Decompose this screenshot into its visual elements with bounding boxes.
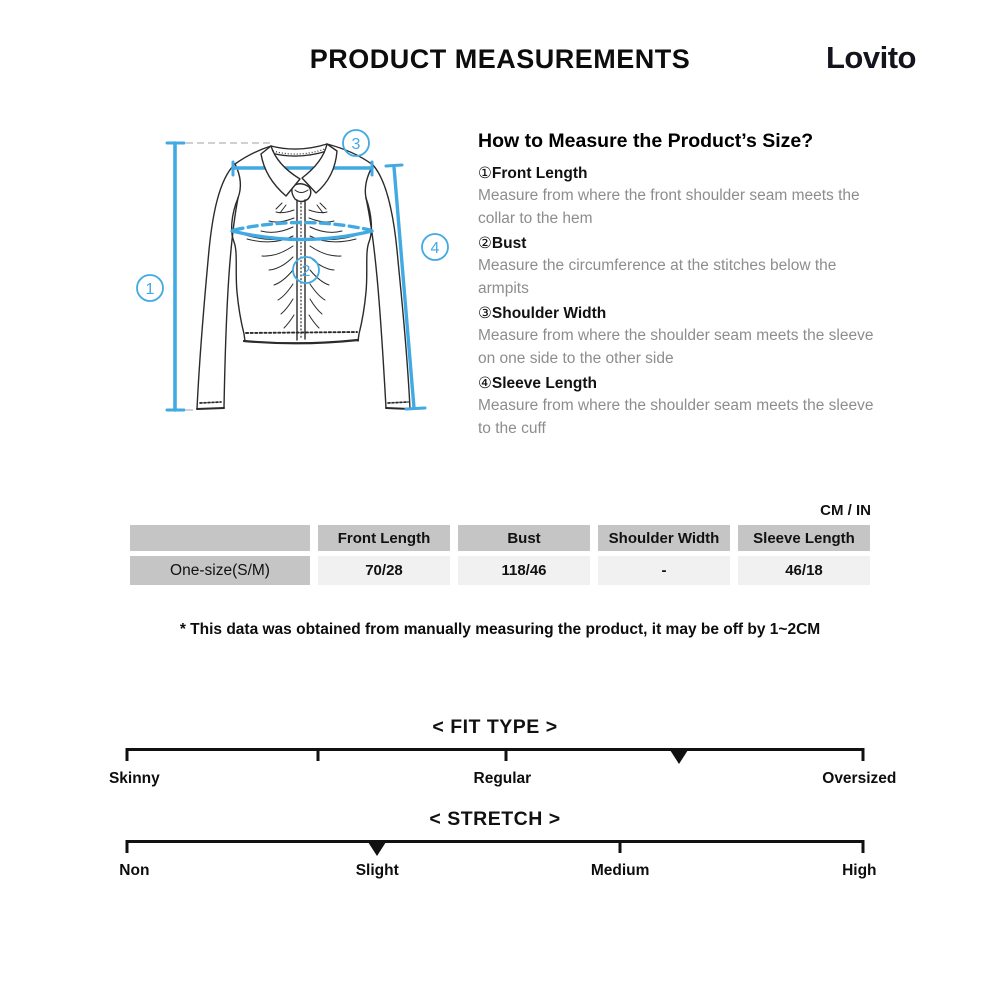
table-value-shoulder-width: -: [598, 556, 730, 585]
brand-logo: Lovito: [826, 40, 916, 75]
scale-label-high: High: [842, 862, 877, 879]
measure-item-desc: Measure from where the shoulder seam meets the sleeve to the cuff: [478, 397, 874, 437]
scale-marker-triangle: [368, 842, 386, 856]
item-label-shoulder-width: Shoulder Width: [491, 305, 607, 322]
item-label-sleeve-length: Sleeve Length: [491, 375, 597, 392]
scale-tick: [619, 840, 622, 853]
sleeve-length-line: [386, 165, 425, 409]
measurement-table: [130, 525, 870, 585]
item-number-2: ②: [478, 235, 492, 252]
bust-line: [232, 223, 372, 240]
marker-number-2: 2: [301, 263, 311, 280]
table-row-size-label: One-size(S/M): [130, 556, 310, 585]
scale-title: < FIT TYPE >: [432, 716, 558, 738]
scale-label-medium: Medium: [590, 862, 650, 879]
fit-type-scale: [108, 716, 897, 796]
table-header-sleeve-length: Sleeve Length: [738, 525, 870, 551]
scale-track: [108, 748, 897, 796]
measure-item-desc: Measure from where the front shoulder seam meets the collar to the hem: [478, 187, 860, 227]
scale-tick: [505, 748, 508, 761]
stretch-scale: [119, 808, 877, 888]
scale-label-regular: Regular: [473, 770, 532, 787]
table-value-bust: 118/46: [458, 556, 590, 585]
measure-item-label: [478, 162, 882, 185]
scale-tick: [862, 840, 865, 853]
front-length-line: [167, 143, 184, 410]
table-header-front-length: Front Length: [318, 525, 450, 551]
table-value-front-length: 70/28: [318, 556, 450, 585]
measure-item-desc: Measure from where the shoulder seam meets the sleeve on one side to the other side: [478, 327, 874, 367]
table-header-empty: [130, 525, 310, 551]
how-to-measure-section: [478, 130, 882, 440]
scale-label-non: Non: [119, 862, 150, 879]
marker-number-3: 3: [351, 136, 361, 153]
page-title: PRODUCT MEASUREMENTS: [309, 44, 691, 74]
item-label-front-length: Front Length: [491, 165, 588, 182]
scale-tick: [317, 748, 320, 761]
shoulder-width-line: [233, 162, 372, 175]
marker-numbers: [146, 136, 440, 298]
how-to-heading: How to Measure the Product’s Size?: [478, 130, 814, 152]
marker-number-4: 4: [430, 240, 440, 257]
measure-item-label: [478, 372, 882, 395]
item-label-bust: Bust: [491, 235, 527, 252]
table-header-bust: Bust: [458, 525, 590, 551]
scale-title: < STRETCH >: [429, 808, 561, 830]
item-number-4: ④: [478, 375, 492, 392]
item-number-3: ③: [478, 305, 492, 322]
marker-number-1: 1: [145, 281, 155, 298]
scale-tick: [862, 748, 865, 761]
scale-line: [127, 748, 863, 751]
table-value-sleeve-length: 46/18: [738, 556, 870, 585]
measure-item-label: [478, 232, 882, 255]
unit-label: CM / IN: [820, 502, 871, 519]
scale-label-slight: Slight: [355, 862, 399, 879]
scale-tick: [126, 840, 129, 853]
measure-item-label: [478, 302, 882, 325]
collar: [261, 144, 337, 196]
measure-item-desc: Measure the circumference at the stitches below the armpits: [478, 257, 837, 297]
measurement-disclaimer: * This data was obtained from manually measuring the product, it may be off by 1~2CM: [179, 621, 821, 638]
item-number-1: ①: [478, 165, 492, 182]
table-header-shoulder-width: Shoulder Width: [598, 525, 730, 551]
scale-track: [119, 840, 877, 888]
scale-label-oversized: Oversized: [822, 770, 897, 787]
scale-line: [127, 840, 863, 843]
garment-measurement-diagram: [130, 120, 470, 430]
scale-label-skinny: Skinny: [108, 770, 160, 787]
scale-marker-triangle: [670, 750, 688, 764]
scale-tick: [126, 748, 129, 761]
